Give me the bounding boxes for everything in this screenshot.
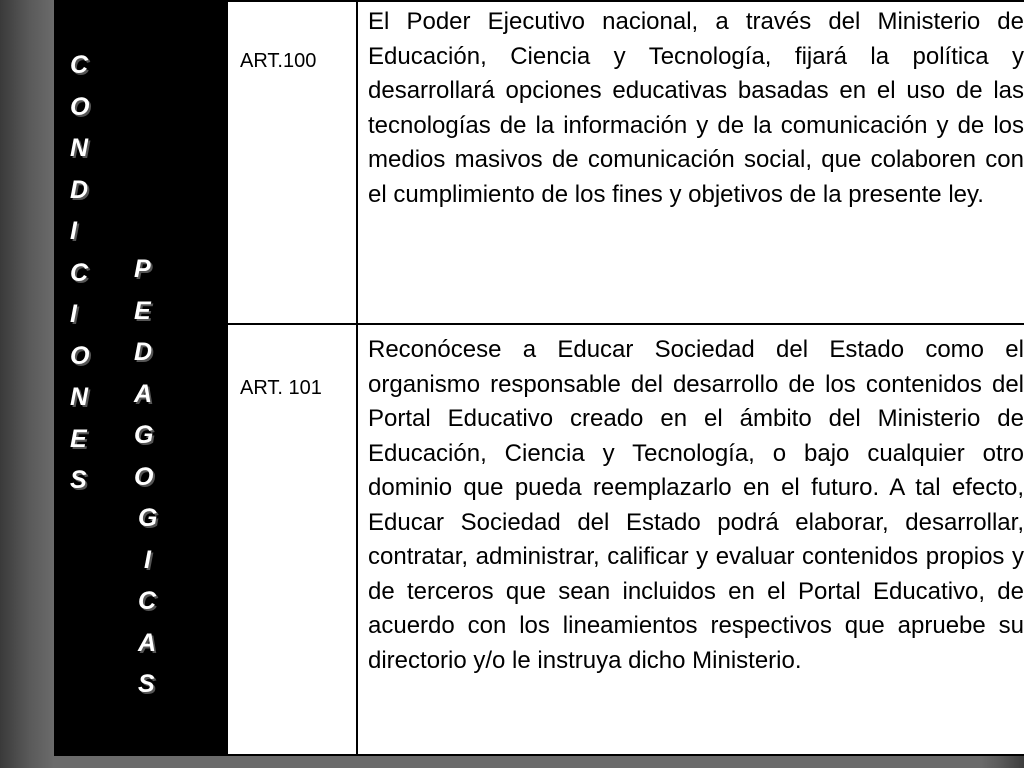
vertical-letter: I [144,545,151,574]
vertical-letter: P [134,255,151,283]
vertical-letter: S [70,466,87,494]
articles-table [226,0,1024,756]
vertical-letter: E [134,296,151,325]
vertical-letter: G [134,421,154,449]
article-number: ART. 101 [240,377,322,399]
vertical-letter: I [70,217,77,245]
vertical-letter: A [134,379,153,408]
article-number: ART.100 [240,50,317,72]
article-text-101: Reconócese a Educar Sociedad del Estado como el organismo responsable del desarrollo de los contenidos del Portal Educativo creado en el ámbito del Ministerio de Educación, Ciencia y Tecnología, o bajo cualquier otro dominio que pueda reemplazarlo en el futuro. A tal efecto, Educar Sociedad del Estado podrá elaborar, desarrollar, contratar, administrar, calificar y evaluar contenidos propios y de terceros que sean incluidos en el Portal Educativo, de acuerdo con los lineamientos respectivos que apruebe su directorio y/o le instruya dicho Ministerio. [368,336,1024,674]
vertical-letter: A [138,628,157,657]
vertical-letter: N [70,134,89,162]
vertical-letter: O [134,462,154,491]
vertical-letter: G [138,504,158,532]
vertical-letter: S [138,670,155,698]
sidebar-vertical-title [54,0,172,756]
vertical-letter: O [70,92,90,121]
article-text-100: El Poder Ejecutivo nacional, a través del Ministerio de Educación, Ciencia y Tecnología, fijará la política y desarrollará opciones educativas basadas en el uso de las tecnologías de la información y de la comunicación y de los medios masivos de comunicación social, que colaboren con el cumplimiento de los fines y objetivos de la presente ley. [368,8,1024,208]
vertical-letter: E [70,424,87,453]
vertical-letter: C [70,258,89,287]
article-cell-101 [228,325,358,756]
vertical-letter: C [138,587,157,615]
vertical-letter: N [70,383,89,411]
slide [54,0,1024,756]
vertical-letter: C [70,51,89,79]
vertical-letter: D [134,338,153,366]
vertical-letter: D [70,175,89,204]
vertical-letter: O [70,341,90,370]
vertical-letter: I [70,300,77,328]
article-cell-100 [228,2,358,325]
